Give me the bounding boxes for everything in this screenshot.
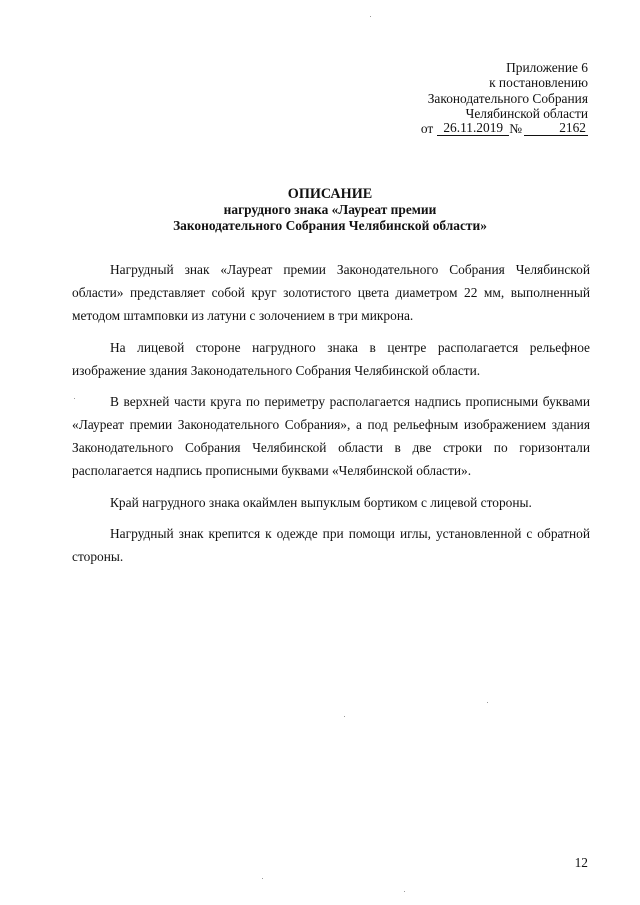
paragraph: Нагрудный знак «Лауреат премии Законодательного Собрания Челябинской области» представляет собой круг золотистого цвета диаметром 22 мм, выполненный методом штамповки из латуни с золочением в три микрона. xyxy=(72,262,590,323)
paragraph: Нагрудный знак крепится к одежде при помощи иглы, установленной с обратной стороны. xyxy=(72,526,590,564)
resolution-date: 26.11.2019 xyxy=(437,121,509,136)
paragraph: На лицевой стороне нагрудного знака в центре располагается рельефное изображение здания Законодательного Собрания Челябинской области. xyxy=(72,339,590,378)
paragraph: В верхней части круга по периметру располагается надпись прописными буквами «Лауреат премии Законодательного Собрания», а под рельефным изображением здания Законодательного Собрания Челябинской области в две строки по горизонтали располагается надпись прописными буквами «Челябинской области». xyxy=(72,394,590,478)
document-body xyxy=(72,258,590,577)
appendix-region: Челябинской области xyxy=(465,105,588,121)
scan-speck xyxy=(74,398,75,399)
scan-speck xyxy=(487,702,488,703)
appendix-number: Приложение 6 xyxy=(506,60,588,75)
paragraph: Край нагрудного знака окаймлен выпуклым бортиком с лицевой стороны. xyxy=(110,494,532,510)
number-label: № xyxy=(509,121,522,137)
scan-speck xyxy=(404,891,405,892)
scan-speck xyxy=(262,878,263,879)
resolution-date-row xyxy=(421,121,588,136)
resolution-number: 2162 xyxy=(524,121,588,136)
appendix-resolution-ref: к постановлению xyxy=(489,75,588,91)
page-number: 12 xyxy=(574,855,588,870)
title-line-3: Законодательного Собрания Челябинской области» xyxy=(173,217,487,233)
appendix-issuer: Законодательного Собрания xyxy=(427,90,588,106)
scan-speck xyxy=(344,716,345,717)
title-line-2: нагрудного знака «Лауреат премии xyxy=(223,202,437,218)
date-from-label: от xyxy=(420,121,434,137)
appendix-header xyxy=(421,60,588,136)
title-main: ОПИСАНИЕ xyxy=(287,186,373,202)
document-title xyxy=(0,187,640,233)
scan-speck xyxy=(370,16,371,17)
